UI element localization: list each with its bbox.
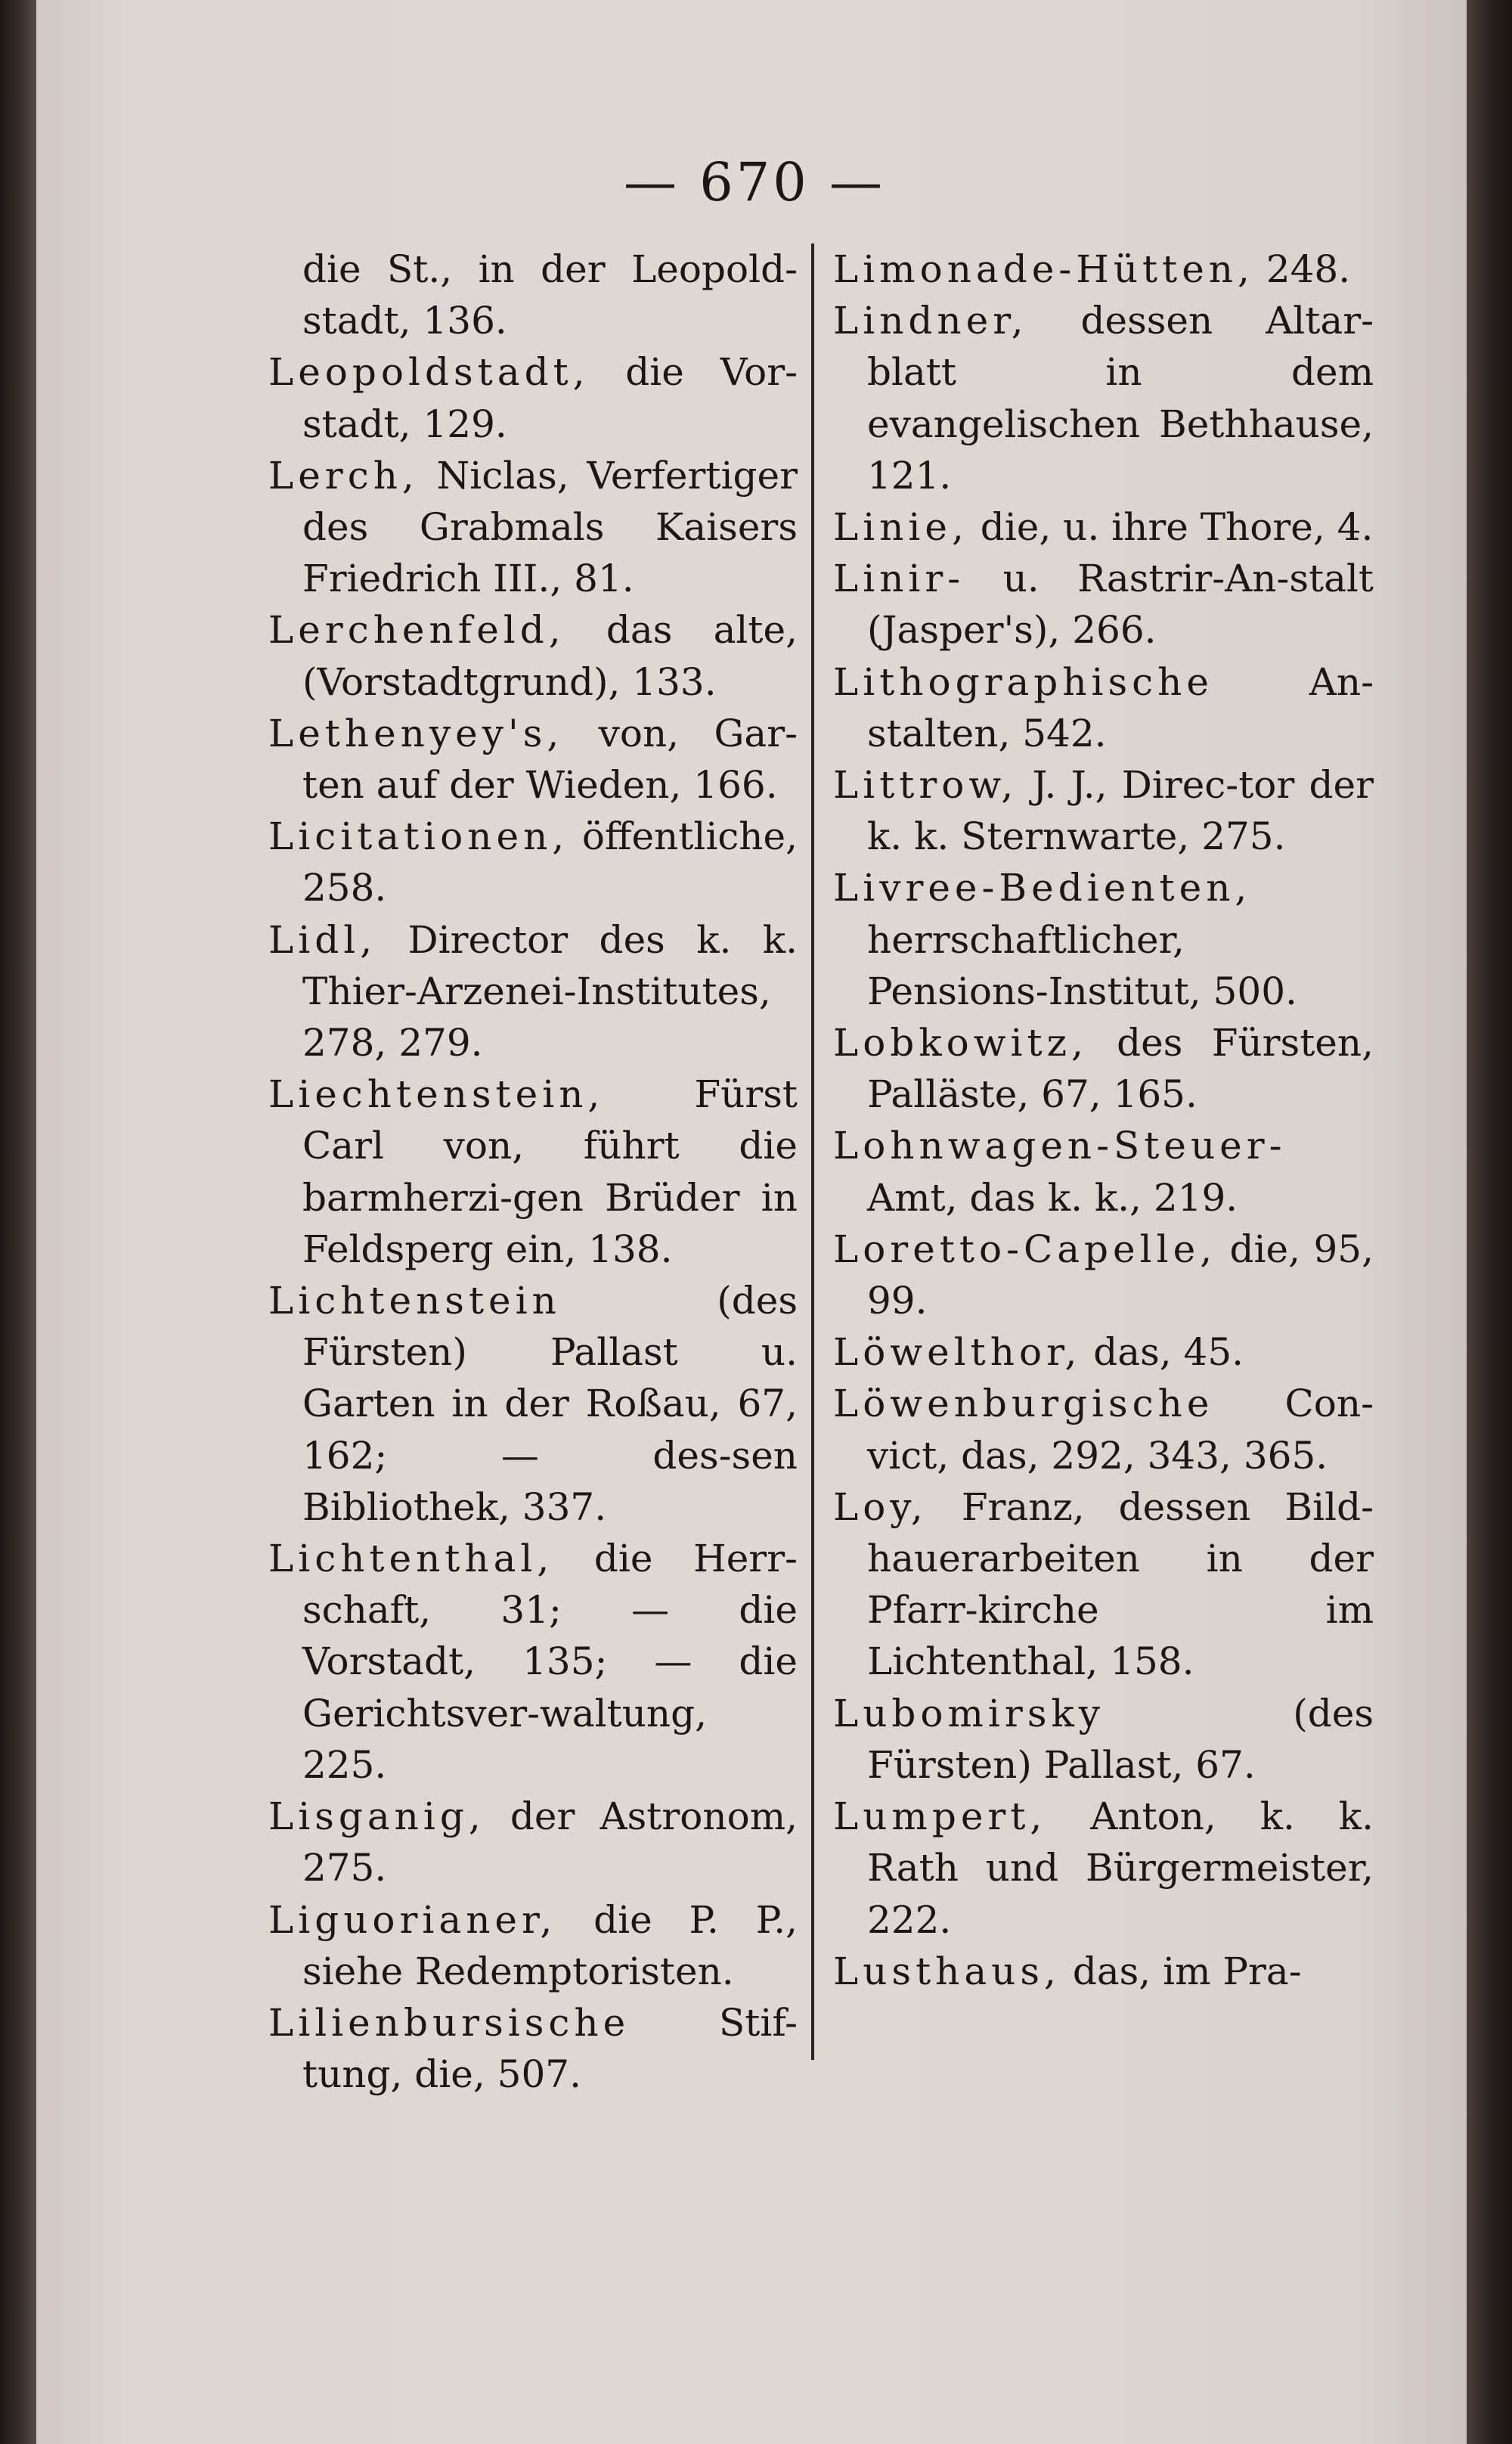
index-entry-text: u. Rastrir-An-stalt (Jasper's), 266.: [867, 557, 1374, 653]
index-headword: Littrow,: [833, 763, 1018, 808]
index-entry: [833, 1688, 1374, 1791]
index-entry: [833, 1120, 1374, 1223]
index-entry-text: das, im Pra-: [1060, 1949, 1302, 1993]
index-entry: [268, 450, 798, 605]
index-entry: [833, 759, 1374, 862]
index-entry: [833, 1017, 1374, 1120]
index-entry-text: Fürst Carl von, führt die barmherzi-gen Brüder in Feldsperg ein, 138.: [302, 1072, 798, 1271]
index-headword: Lithographische: [833, 659, 1213, 704]
index-entry: [268, 1068, 798, 1275]
book-binding-left: [0, 0, 38, 2444]
index-headword: Loretto-Capelle,: [833, 1227, 1217, 1271]
index-entry-text: Director des k. k. Thier-Arzenei-Institutes, 278, 279.: [302, 917, 798, 1065]
index-entry: [268, 1997, 798, 2100]
index-entry: [268, 811, 798, 913]
index-entry-text: Niclas, Verfertiger des Grabmals Kaisers Friedrich III., 81.: [302, 453, 798, 601]
index-entry: [268, 708, 798, 811]
index-entry-text: Stif-tung, die, 507.: [302, 2000, 798, 2097]
index-entry: [268, 346, 798, 449]
index-entry: [833, 862, 1374, 1017]
index-headword: Livree-Bedienten,: [833, 866, 1252, 910]
index-entry-text: die, 95, 99.: [867, 1227, 1374, 1323]
index-entry: [833, 656, 1374, 759]
index-entry: [833, 1378, 1374, 1481]
index-entry-text: die Herr-schaft, 31; — die Vorstadt, 135; — die Gerichtsver-waltung, 225.: [302, 1537, 798, 1787]
index-entry: [833, 553, 1374, 656]
index-headword: Lindner,: [833, 299, 1028, 343]
index-entry: [833, 1326, 1374, 1378]
index-entry-text: das alte, (Vorstadtgrund), 133.: [302, 608, 798, 704]
index-entry: [833, 1481, 1374, 1688]
index-headword: Limonade-Hütten,: [833, 247, 1254, 291]
index-headword: Liguorianer,: [268, 1897, 557, 1942]
index-headword: Linir-: [833, 557, 965, 601]
index-headword: Liechtenstein,: [268, 1072, 605, 1117]
index-entry-text: öffentliche, 258.: [302, 814, 798, 910]
index-entry: [268, 914, 798, 1069]
left-index-column: [268, 243, 798, 2100]
index-headword: Loy,: [833, 1484, 928, 1529]
index-headword: Lisganig,: [268, 1794, 485, 1839]
index-entry-text: Amt, das k. k., 219.: [867, 1175, 1238, 1220]
index-entry-text: Anton, k. k. Rath und Bürgermeister, 222.: [867, 1794, 1374, 1942]
index-entry-text: J. J., Direc-tor der k. k. Sternwarte, 275.: [867, 763, 1374, 859]
index-entry-text: die St., in der Leopold-stadt, 136.: [302, 247, 798, 343]
index-entry-text: 248.: [1253, 247, 1351, 291]
index-headword: Leopoldstadt,: [268, 350, 590, 395]
column-divider: [811, 243, 814, 2060]
index-headword: Linie,: [833, 505, 968, 550]
index-entry: [833, 1224, 1374, 1326]
index-headword: Löwelthor,: [833, 1330, 1082, 1375]
index-entry-text: Con-vict, das, 292, 343, 365.: [867, 1382, 1374, 1478]
index-entry-text: dessen Altar-blatt in dem evangelischen Bethhause, 121.: [867, 299, 1374, 498]
index-entry: [833, 1946, 1374, 1997]
index-entry-text: von, Gar-ten auf der Wieden, 166.: [302, 711, 798, 808]
index-entry-text: die Vor-stadt, 129.: [302, 350, 798, 446]
index-entry-text: (des Fürsten) Pallast u. Garten in der Roßau, 67, 162; — des-sen Bibliothek, 337.: [302, 1279, 798, 1529]
index-entry: [833, 1791, 1374, 1946]
index-entry: [268, 1533, 798, 1791]
index-entry: [833, 243, 1374, 295]
index-headword: Licitationen,: [268, 814, 569, 859]
index-entry: [268, 243, 798, 346]
index-entry: [833, 295, 1374, 501]
index-entry: [268, 604, 798, 707]
index-headword: Lerchenfeld,: [268, 608, 565, 653]
index-entry-text: des Fürsten, Palläste, 67, 165.: [867, 1021, 1374, 1117]
index-entry-text: An-stalten, 542.: [867, 659, 1374, 755]
page-number: — 670 —: [623, 151, 886, 213]
index-headword: Lichtenthal,: [268, 1537, 554, 1581]
index-entry: [268, 1894, 798, 1997]
book-binding-right: [1467, 0, 1512, 2444]
index-headword: Lohnwagen-Steuer-: [833, 1124, 1287, 1168]
index-headword: Lidl,: [268, 917, 377, 962]
index-headword: Lichtenstein: [268, 1279, 561, 1323]
index-entry-text: herrschaftlicher, Pensions-Institut, 500.: [867, 917, 1297, 1013]
index-entry-text: das, 45.: [1081, 1330, 1244, 1375]
index-headword: Lusthaus,: [833, 1949, 1061, 1993]
index-headword: Lubomirsky: [833, 1691, 1105, 1735]
index-entry: [833, 501, 1374, 553]
index-entry-text: Franz, dessen Bild-hauerarbeiten in der Pfarr-kirche im Lichtenthal, 158.: [867, 1484, 1374, 1684]
index-headword: Lumpert,: [833, 1794, 1047, 1839]
right-index-column: [833, 243, 1374, 1997]
index-entry: [268, 1791, 798, 1893]
index-entry-text: die, u. ihre Thore, 4.: [968, 505, 1374, 550]
index-headword: Lilienbursische: [268, 2000, 631, 2045]
index-entry-text: der Astronom, 275.: [302, 1794, 798, 1890]
index-entry: [268, 1275, 798, 1533]
index-entry-text: die P. P., siehe Redemptoristen.: [302, 1897, 798, 1993]
index-headword: Lerch,: [268, 453, 419, 498]
index-headword: Löwenburgische: [833, 1382, 1214, 1426]
index-headword: Lethenyey's,: [268, 711, 564, 755]
index-entry-text: (des Fürsten) Pallast, 67.: [867, 1691, 1374, 1787]
index-headword: Lobkowitz,: [833, 1021, 1088, 1065]
